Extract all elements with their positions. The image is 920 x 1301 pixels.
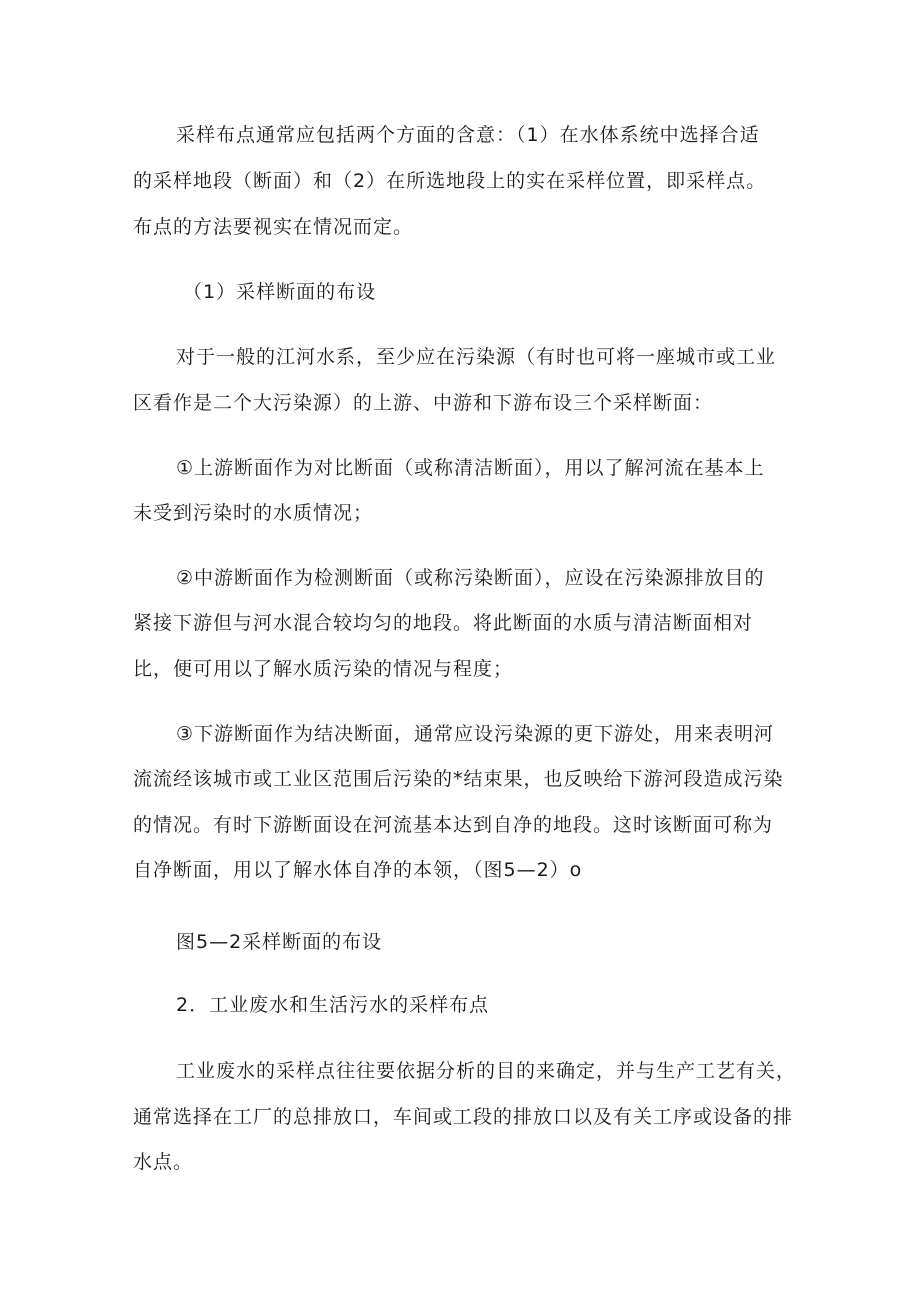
paragraph-line: 流流经该城市或工业区范围后污染的*结束果，也反映给下游河段造成污染 <box>133 768 784 790</box>
paragraph-line: 采样布点通常应包括两个方面的含意：（1）在水体系统中选择合适 <box>176 124 760 146</box>
paragraph-line: 工业废水的采样点往往要依据分析的目的来确定，并与生产工艺有关， <box>176 1060 797 1082</box>
paragraph-line: 通常选择在工厂的总排放口，车间或工段的排放口以及有关工序或设备的排 <box>133 1106 794 1128</box>
paragraph-line: 水点。 <box>133 1151 194 1173</box>
figure-caption: 图5—2采样断面的布设 <box>176 931 383 953</box>
paragraph-line: 未受到污染时的水质情况； <box>133 502 374 524</box>
paragraph-line: ③下游断面作为结决断面，通常应设污染源的更下游处，用来表明河 <box>176 723 775 745</box>
paragraph-line: 比，便可用以了解水质污染的情况与程度； <box>133 658 514 680</box>
paragraph-line: 自净断面，用以了解水体自净的本领，（图5—2）o <box>133 859 583 881</box>
paragraph-line: 紧接下游但与河水混合较均匀的地段。将此断面的水质与清洁断面相对 <box>133 612 754 634</box>
paragraph-line: ①上游断面作为对比断面（或称清洁断面），用以了解河流在基本上 <box>176 457 765 479</box>
paragraph-line: ②中游断面作为检测断面（或称污染断面），应设在污染源排放目的 <box>176 567 765 589</box>
paragraph-line: 对于一般的江河水系，至少应在污染源（有时也可将一座城市或工业 <box>176 346 777 368</box>
paragraph-line: 区看作是二个大污染源）的上游、中游和下游布设三个采样断面： <box>133 392 714 414</box>
paragraph-line: 的情况。有时下游断面设在河流基本达到自净的地段。这时该断面可称为 <box>133 814 774 836</box>
section-heading: （1）采样断面的布设 <box>183 281 377 303</box>
section-heading: 2．工业废水和生活污水的采样布点 <box>176 994 490 1016</box>
paragraph-line: 布点的方法要视实在情况而定。 <box>133 216 414 238</box>
paragraph-line: 的采样地段（断面）和（2）在所选地段上的实在采样位置，即采样点。 <box>133 170 767 192</box>
